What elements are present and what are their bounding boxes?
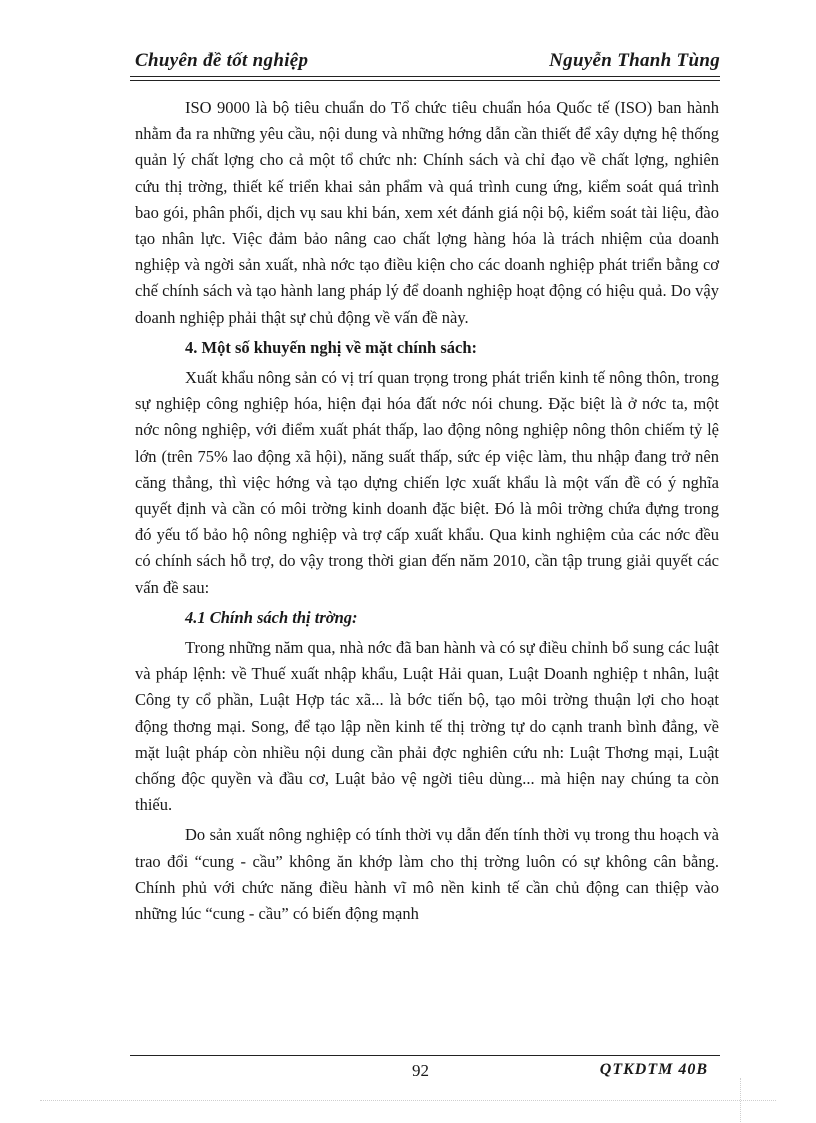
paragraph-seasonality: Do sản xuất nông nghiệp có tính thời vụ dẫn đến tính thời vụ trong thu hoạch và trao đổi “cung - cầu” không ăn khớp làm cho thị trờng luôn có sự không cân bằng. Chính phủ với chức năng điều hành vĩ mô nền kinh tế cần chủ động can thiệp vào những lúc “cung - cầu” có biến động mạnh	[135, 825, 719, 924]
footer-class-code: QTKDTM 40B	[599, 1061, 708, 1078]
paragraph-iso-9000: ISO 9000 là bộ tiêu chuẩn do Tổ chức tiêu chuẩn hóa Quốc tế (ISO) ban hành nhằm đa ra những yêu cầu, nội dung và những hớng dẫn cần thiết để xây dựng hệ thống quản lý chất lợng cho cả một tổ chức nh: Chính sách và chỉ đạo về chất lợng, nghiên cứu thị trờng, thiết kế triển khai sản phẩm và quá trình cung ứng, kiểm soát quá trình bao gói, phân phối, dịch vụ sau khi bán, xem xét đánh giá nội bộ, kiểm soát tài liệu, đào tạo nhân lực. Việc đảm bảo nâng cao chất lợng hàng hóa là trách nhiệm của doanh nghiệp và ngời sản xuất, nhà nớc tạo điều kiện cho các doanh nghiệp phát triển bằng cơ chế chính sách và tạo hành lang pháp lý để doanh nghiệp hoạt động có hiệu quả. Do vậy doanh nghiệp phải thật sự chủ động về vấn đề này.	[135, 98, 719, 327]
page-edge-guide-vertical	[740, 1078, 741, 1122]
header-title: Chuyên đề tốt nghiệp	[135, 50, 309, 71]
page-body	[135, 95, 719, 931]
header-rule	[130, 76, 720, 81]
subsection-heading: 4.1 Chính sách thị trờng:	[185, 607, 358, 627]
running-header	[135, 50, 720, 76]
paragraph-laws: Trong những năm qua, nhà nớc đã ban hành và có sự điều chỉnh bổ sung các luật và pháp lệnh: về Thuế xuất nhập khẩu, Luật Hải quan, Luật Doanh nghiệp t nhân, luật Công ty cổ phần, Luật Hợp tác xã... là bớc tiến bộ, tạo môi trờng thuận lợi cho hoạt động thơng mại. Song, để tạo lập nền kinh tế thị trờng tự do cạnh tranh bình đẳng, về mặt luật pháp còn nhiều nội dung cần phải đợc nghiên cứu nh: Luật Thơng mại, Luật chống độc quyền và đầu cơ, Luật bảo vệ ngời tiêu dùng... mà hiện nay chúng ta còn thiếu.	[135, 638, 719, 815]
page-number: 92	[412, 1061, 429, 1080]
section-heading: 4. Một số khuyến nghị về mặt chính sách:	[185, 337, 477, 357]
page-edge-guide	[40, 1100, 776, 1101]
paragraph-export: Xuất khẩu nông sản có vị trí quan trọng trong phát triển kinh tế nông thôn, trong sự nghiệp công nghiệp hóa, hiện đại hóa đất nớc nói chung. Đặc biệt là ở nớc ta, một nớc nông nghiệp, với điểm xuất phát thấp, lao động nông nghiệp nông thôn chiếm tỷ lệ lớn (trên 75% lao động xã hội), năng suất thấp, sức ép việc làm, thu nhập đang trở nên căng thẳng, thì việc hớng và tạo dựng chiến lợc xuất khẩu là một vấn đề có ý nghĩa quyết định và cần có môi trờng kinh doanh đặc biệt. Đó là môi trờng chứa đựng trong đó yếu tố bảo hộ nông nghiệp và trợ cấp xuất khẩu. Qua kinh nghiệm của các nớc đều có chính sách hỗ trợ, do vậy trong thời gian đến năm 2010, cần tập trung giải quyết các vấn đề sau:	[135, 368, 719, 597]
header-author: Nguyễn Thanh Tùng	[549, 50, 720, 71]
footer-rule	[130, 1055, 720, 1056]
